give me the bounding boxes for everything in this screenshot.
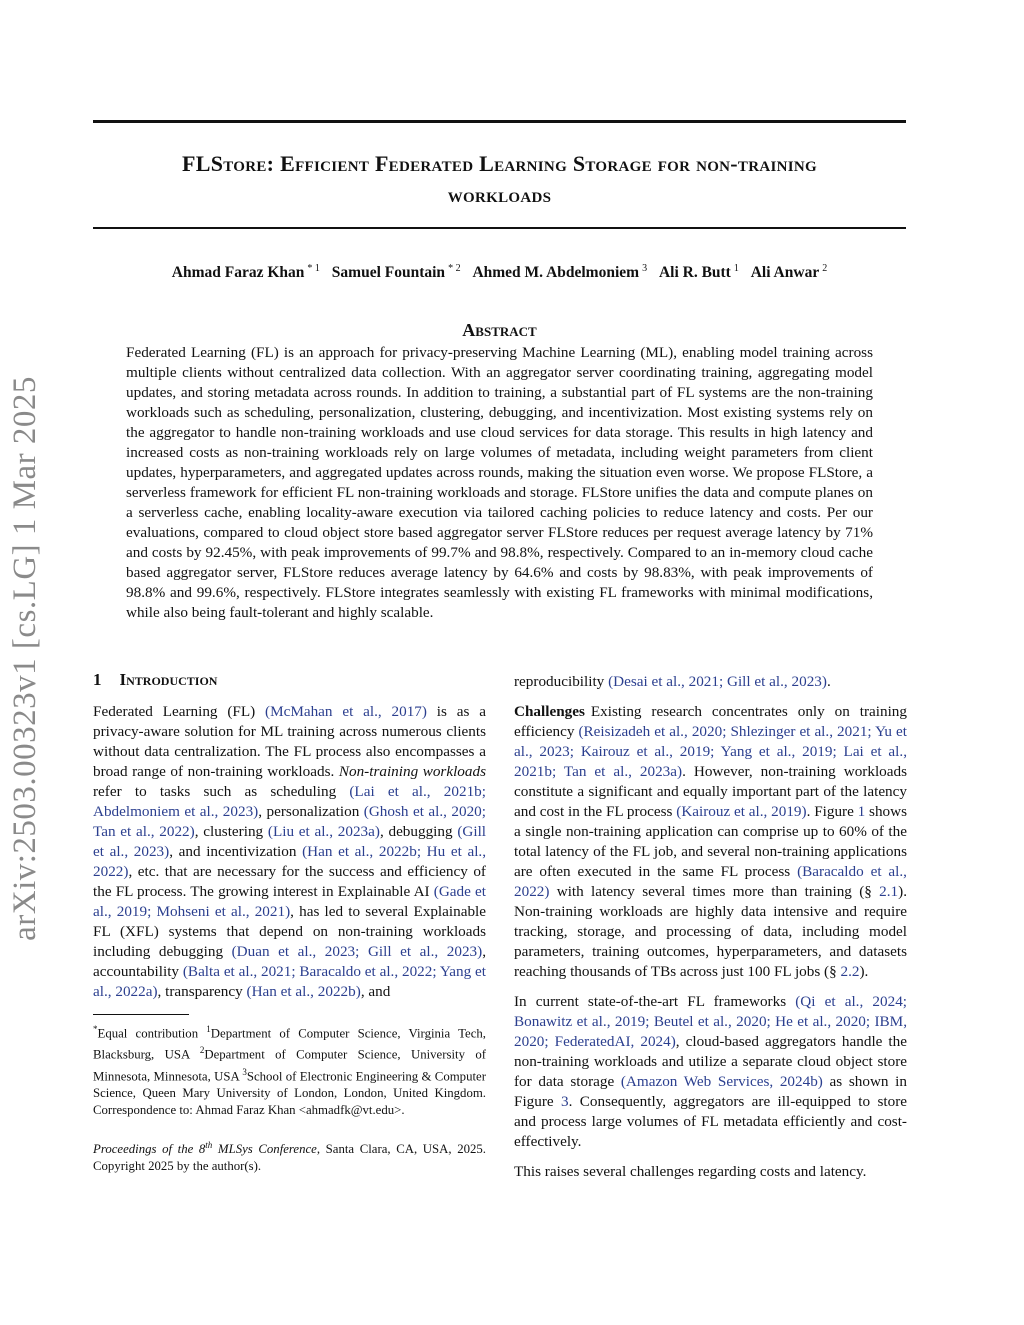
footnote-rule (93, 1014, 189, 1015)
text-run: ). (859, 963, 869, 980)
citation-link[interactable]: (Desai et al., 2021; Gill et al., 2023) (608, 673, 827, 690)
intro-paragraph-continued (514, 672, 907, 692)
author: Ali Anwar $^2$ (750, 263, 828, 281)
citation-link[interactable]: (Liu et al., 2023a) (267, 823, 380, 840)
text-run: In current state-of-the-art FL frameworks (514, 993, 796, 1010)
challenges-text (514, 703, 907, 980)
paper-title-line-1: FLStore: Efficient Federated Learning Storage for non-training (181, 151, 818, 176)
citation-link[interactable]: 1 (857, 803, 866, 820)
citation-link[interactable]: (Gade et al., 2019; Mohseni et al., 2021) (93, 883, 486, 920)
text-run: . Consequently, aggregators are ill-equipped to store and process large volumes of FL metadata efficiently and cost-effectively. (514, 1093, 907, 1150)
abstract-heading: Abstract (462, 320, 537, 340)
text-run: , and (360, 983, 391, 1000)
text-run: shows a single non-training application can comprise up to 60% of the total latency of the FL job, and several non-training applications are often executed in the same FL process (514, 803, 908, 880)
text-run: . However, non-training workloads constitute a significant and equally important part of the latency and cost in the FL process (514, 763, 908, 820)
text-run: School of Electronic Engineering & Computer Science, Queen Mary University of London, London, United Kingdom. Correspondence to: Ahmad Faraz Khan <ahmadfk@vt.edu>. (93, 1068, 486, 1117)
challenges-heading: Challenges (514, 703, 585, 720)
challenges-lead-paragraph: This raises several challenges regarding costs and latency. (514, 1163, 867, 1180)
text-run: Department of Computer Science, Virginia Tech, Blacksburg, USA (93, 1026, 486, 1062)
text-run: , debugging (379, 823, 458, 840)
citation-link[interactable]: (Amazon Web Services, 2024b) (620, 1073, 823, 1090)
text-run: , accountability (93, 943, 486, 980)
footnote-marker: 1 (206, 1024, 211, 1034)
proceedings-note (93, 1137, 486, 1175)
abstract-text: Federated Learning (FL) is an approach for privacy-preserving Machine Learning (ML), enabling model training across multiple clients without centralized data collection. With an aggregator server coordinating training, aggregating model updates, and storing metadata across rounds. In addition to training, a substantial part of FL systems are the non-training workloads such as scheduling, personalization, clustering, debugging, and incentivization. Most existing systems rely on the aggregator to handle non-training workloads and use cloud services for data storage. This results in high latency and increased costs as non-training workloads rely on large volumes of metadata, including weight parameters from client updates, hyperparameters, and aggregated updates across rounds, making the situation even worse. We propose FLStore, a serverless framework for efficient FL non-training workloads and storage. FLStore unifies the data and compute planes on a serverless cache, enabling locality-aware execution via tailored caching policies to reduce latency and costs. Per our evaluations, compared to cloud object store based aggregator server FLStore reduces per request average latency by 71% and costs by 92.45%, with peak improvements of 99.7% and 98.8%, respectively. Compared to an in-memory cloud cache based aggregator server, FLStore reduces average latency by 64.6% and costs by 98.83%, with peak improvements of 98.8% and 99.6%, respectively. FLStore integrates seamlessly with existing FL frameworks with minimal modifications, while also being fault-tolerant and highly scalable. (126, 344, 873, 621)
left-column (93, 670, 486, 1175)
text-run: Equal contribution (97, 1026, 207, 1041)
title-bottom-rule (93, 227, 906, 229)
affiliation-footnote (93, 1021, 486, 1119)
text-run: is as a privacy-aware solution for ML training across numerous clients without data centralization. The FL process also encompasses a broad range of non-training workloads. (93, 703, 486, 780)
text-run: Existing research concentrates only on training efficiency (514, 703, 907, 740)
footnote-marker: 2 (199, 1045, 205, 1056)
citation-link[interactable]: (Han et al., 2022b) (246, 983, 361, 1000)
paper-title-line-2: workloads (447, 182, 552, 207)
citation-link[interactable]: (Reisizadeh et al., 2020; Shlezinger et al., 2021; Yu et al., 2023; Kairouz et al., 2019; Yang et al., 2019; Lai et al., 2021b; Tan et al., 2023a) (514, 723, 907, 780)
text-run: Department of Computer Science, University of Minnesota, Minnesota, USA (93, 1047, 486, 1083)
section-heading-introduction (93, 670, 486, 690)
citation-link[interactable]: (McMahan et al., 2017) (265, 703, 427, 720)
arxiv-identifier (2, 358, 48, 958)
footnote-marker: * (93, 1024, 98, 1034)
arxiv-identifier-text: arXiv:2503.00323v1 [cs.LG] 1 Mar 2025 (6, 375, 43, 941)
text-run: refer to tasks such as scheduling (93, 783, 350, 800)
citation-link[interactable]: (Baracaldo et al., 2022) (514, 863, 907, 900)
author: Samuel Fountain $^{* 2}$ (331, 263, 461, 281)
frameworks-paragraph (514, 992, 907, 1152)
text-run: , cloud-based aggregators handle the non-training workloads and utilize a separate cloud object store for data storage (514, 1033, 907, 1090)
paper-title (93, 148, 906, 210)
text-run: . (826, 673, 831, 690)
citation-link[interactable]: 2.2 (840, 963, 860, 980)
text-run: , clustering (194, 823, 268, 840)
text-run: as shown in Figure (514, 1073, 907, 1110)
text-run: , transparency (157, 983, 247, 1000)
intro-paragraph-1 (93, 702, 486, 1002)
citation-link[interactable]: (Han et al., 2022b; Hu et al., 2022) (93, 843, 487, 880)
text-run: , personalization (258, 803, 364, 820)
citation-link[interactable]: (Duan et al., 2023; Gill et al., 2023) (231, 943, 483, 960)
text-run: , and incentivization (169, 843, 303, 860)
citation-link[interactable]: 3 (561, 1093, 569, 1110)
author: Ali R. Butt $^1$ (658, 263, 739, 281)
citation-link[interactable]: (Lai et al., 2021b; Abdelmoniem et al., 2023) (93, 783, 486, 820)
emphasis-text: Non-training workloads (338, 763, 486, 780)
right-column (514, 672, 907, 1192)
author: Ahmed M. Abdelmoniem $^3$ (472, 263, 648, 281)
text-run: reproducibility (514, 673, 609, 690)
text-run: with latency several times more than training (§ (549, 883, 880, 900)
text-run: , has led to several Explainable FL (XFL) systems that depend on non-training workloads including debugging (93, 903, 486, 960)
text-run: , etc. that are necessary for the success and efficiency of the FL process. The growing interest in Explainable AI (93, 863, 486, 900)
title-top-rule (93, 120, 906, 123)
citation-link[interactable]: 2.1 (879, 883, 899, 900)
citation-link[interactable]: (Kairouz et al., 2019) (676, 803, 807, 820)
section-title: Introduction (119, 670, 218, 689)
text-run: . Figure (806, 803, 858, 820)
citation-link[interactable]: (Qi et al., 2024; Bonawitz et al., 2019; Beutel et al., 2020; He et al., 2020; IBM, 2020; FederatedAI, 2024) (514, 993, 908, 1050)
citation-link[interactable]: (Balta et al., 2021; Baracaldo et al., 2022; Yang et al., 2022a) (93, 963, 486, 1000)
challenges-paragraph (514, 702, 907, 982)
proceedings-copyright: , Santa Clara, CA, USA, 2025. Copyright 2025 by the author(s). (93, 1141, 487, 1173)
footnote-marker: 3 (242, 1066, 247, 1077)
text-run: Federated Learning (FL) (93, 703, 266, 720)
author-list (93, 263, 906, 282)
text-run: ). Non-training workloads are highly data intensive and require tracking, storage, and processing of data, including model parameters, training outcomes, hyperparameters, and datasets reaching thousands of TBs across just 100 FL jobs (§ (514, 883, 907, 980)
citation-link[interactable]: (Gill et al., 2023) (93, 823, 487, 860)
author: Ahmad Faraz Khan $^{* 1}$ (171, 263, 320, 281)
section-number: 1 (93, 670, 102, 689)
citation-link[interactable]: (Ghosh et al., 2020; Tan et al., 2022) (93, 803, 486, 840)
proceedings-venue: Proceedings of the 8th MLSys Conference (93, 1139, 317, 1156)
